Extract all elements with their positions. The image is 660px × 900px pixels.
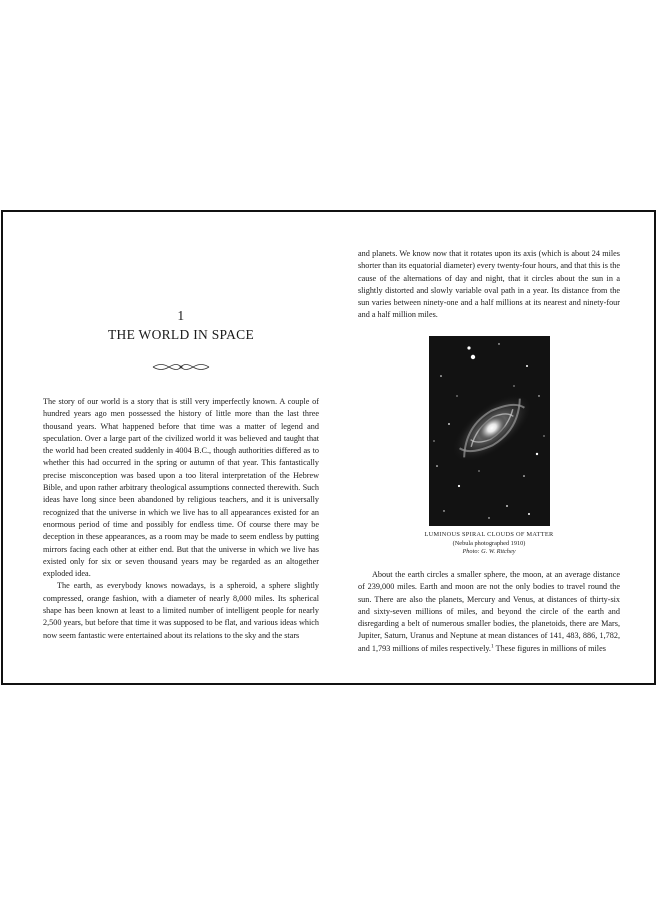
caption-credit: Photo: G. W. Ritchey [462,548,516,556]
paragraph-text: About the earth circles a smaller sphere, the moon, at an average distance of 239,000 miles. Earth and moon are not the only bodies to travel round the sun. There are also the planets, Mercury and Venus, at distances of thirty-six and sixty-seven millions of miles, and beyond the circle of the earth and disregarding a belt of numerous smaller bodies, the planetoids, there are Mars, Jupiter, Saturn, Uranus and Neptune at mean distances of 141, 483, 886, 1,782, and 1,793 millions of miles respectively. [358,570,620,653]
caption-title: LUMINOUS SPIRAL CLOUDS OF MATTER [424,531,554,538]
paragraph: The earth, as everybody knows nowadays, is a spheroid, a sphere slightly compressed, orange fashion, with a diameter of nearly 8,000 miles. Its spherical shape has been known at least to a limited number of intelligent people for nearly 2,500 years, but before that time it was supposed to be flat, and various ideas which now seem fantastic were entertained about its relations to the sky and the stars [43,581,319,640]
chapter-title: THE WORLD IN SPACE [107,327,255,342]
right-body-text-top [358,248,620,322]
paragraph: and planets. We know now that it rotates upon its axis (which is about 24 miles shorter than its equatorial diameter) every twenty-four hours, and that this is the cause of the alternations of day and night, that it circles about the sun in a slightly distorted and slowly variable oval path in a year. Its distance from the sun varies between ninety-one and a half millions at its nearest and ninety-four and a half million miles. [358,249,620,320]
ornament-divider-icon [151,362,211,372]
left-body-text [43,396,319,642]
chapter-number: 1 [177,308,185,323]
caption-subtitle: (Nebula photographed 1910) [452,539,526,547]
right-body-text-bottom [358,569,620,655]
paragraph-text-end: These figures in millions of miles [493,643,606,653]
spiral-galaxy-image [429,336,550,526]
figure-caption [378,531,600,557]
footnote-marker[interactable]: 1 [490,643,494,650]
paragraph: The story of our world is a story that is still very imperfectly known. A couple of hundred years ago men possessed the history of little more than the last three thousand years. What happened before that time was a matter of legend and speculation. Over a large part of the civilized world it was believed and taught that the world had been created suddenly in 4004 B.C., though authorities differed as to whether this had occurred in the spring or autumn of that year. This fantastically precise misconception was based upon a too literal interpretation of the Hebrew Bible, and upon rather arbitrary theological assumptions connected therewith. Such ideas have long since been abandoned by religious teachers, and it is universally recognized that the universe in which we live has to all appearances existed for an enormous period of time and possibly for endless time. Of course there may be deception in these appearances, as a room may be made to seem endless by putting mirrors facing each other at either end. But that the universe in which we live has existed only for six or seven thousand years may be regarded as an altogether exploded idea. [43,397,319,579]
right-page [358,212,620,683]
paragraph [358,569,620,655]
left-page [43,212,319,683]
nebula-photograph [429,336,550,526]
book-spread [1,210,656,685]
